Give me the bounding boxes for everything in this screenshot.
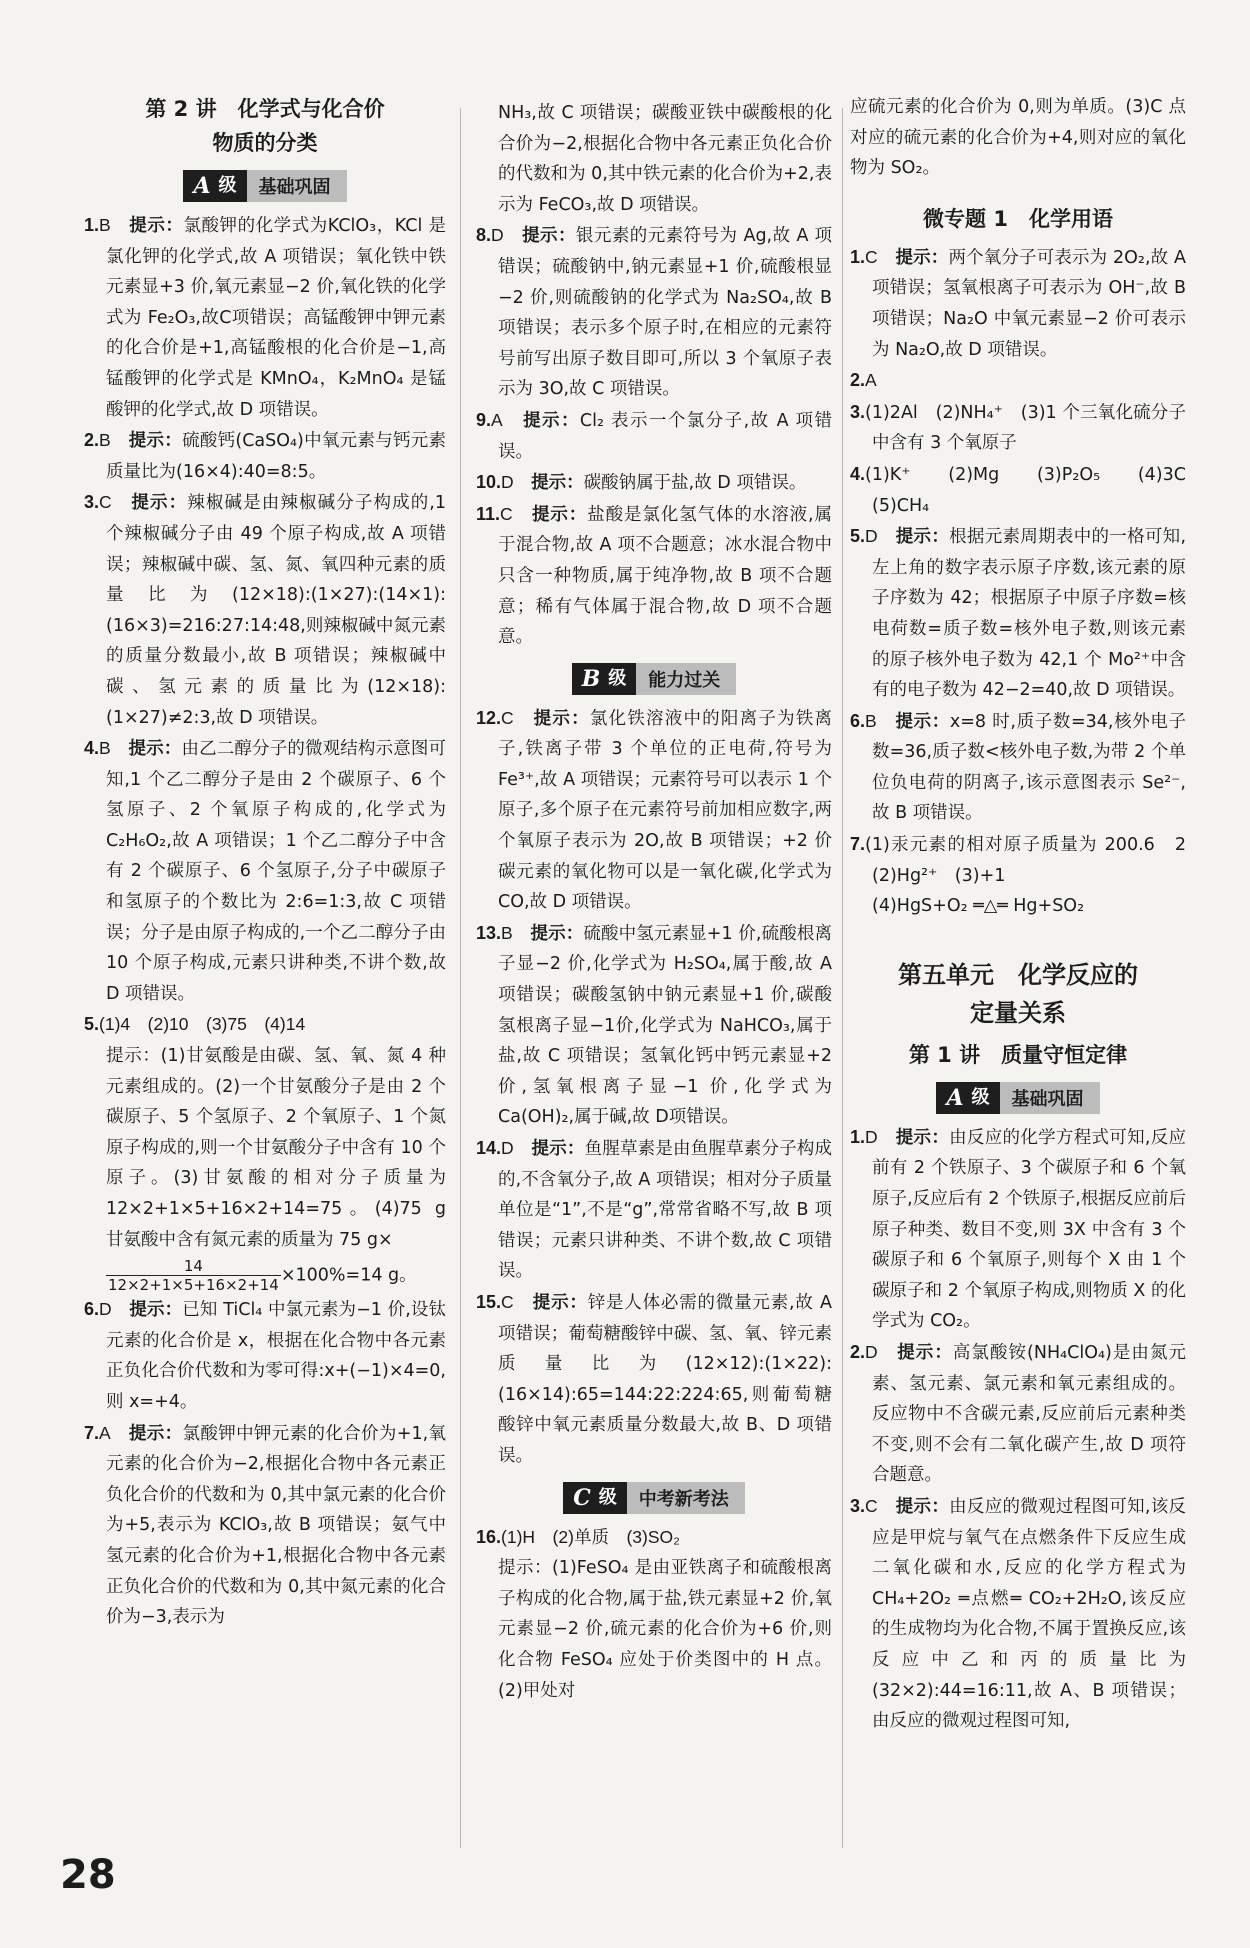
fraction-line bbox=[106, 1257, 446, 1294]
item-answer: (1)4 (2)10 (3)75 (4)14 bbox=[99, 1014, 306, 1035]
item-answer: C bbox=[501, 1291, 514, 1312]
item-number: 5. bbox=[850, 526, 866, 547]
item-text: 高氯酸铵(NH₄ClO₄)是由氮元素、氢元素、氯元素和氧元素组成的。反应物中不含碳元素,反应前后元素种类不变,则不会有二氧化碳产生,故 D 项符合题意。 bbox=[872, 1343, 1187, 1486]
level-suffix: 级 bbox=[972, 1082, 1000, 1114]
level-letter: A bbox=[183, 170, 218, 202]
lecture-title-line2: 物质的分类 bbox=[212, 131, 318, 155]
item-text: 根据元素周期表中的一格可知,左上角的数字表示原子序数,该元素的原子序数为 42；根据原子中原子序数=核电荷数=质子数=核外电子数,则该元素的原子核外电子数为 42,1 个 Mo²⁺中含有的电子数为 42−2=40,故 D 项错误。 bbox=[872, 527, 1187, 701]
item-answer: B bbox=[99, 430, 111, 451]
item-number: 12. bbox=[476, 707, 502, 728]
answer-item bbox=[850, 459, 1204, 521]
level-name: 基础巩固 bbox=[258, 177, 331, 198]
answer-item bbox=[850, 1337, 1186, 1491]
item-answer: C bbox=[865, 1495, 878, 1516]
fraction bbox=[106, 1257, 281, 1294]
column-divider-2 bbox=[842, 108, 843, 1848]
item-text: 辣椒碱是由辣椒碱分子构成的,1 个辣椒碱分子由 49 个原子构成,故 A 项错误；辣椒碱中碳、氢、氮、氧四种元素的质量比为(12×18):(1×27):(14×1):(16×3)=216:27:14:48,则辣椒碱中氮元素的质量分数最小,故 B 项错误；辣椒碱中碳、氢元素的质量比为(12×18):(1×27)≠2:3,故 D 项错误。 bbox=[106, 493, 447, 728]
item-number: 16. bbox=[476, 1526, 502, 1547]
item-number: 4. bbox=[84, 738, 100, 759]
hint-label: 提示： bbox=[533, 708, 590, 729]
item-text: (1)FeSO₄ 是由亚铁离子和硫酸根离子构成的化合物,属于盐,铁元素显+2 价,氧元素显−2 价,硫元素的化合价为+6 价,则化合物 FeSO₄ 应处于价类图中的 H 点。(2)甲处对 bbox=[498, 1558, 833, 1701]
item-number: 2. bbox=[850, 370, 866, 391]
answer-item bbox=[476, 703, 832, 918]
column-1 bbox=[84, 92, 446, 1633]
item-number: 9. bbox=[476, 409, 492, 430]
level-name: 能力过关 bbox=[648, 669, 721, 691]
item-answer: B bbox=[865, 710, 877, 731]
fraction-denominator: 12×2+1×5+16×2+14 bbox=[108, 1276, 279, 1295]
unit-title-line1: 第五单元 化学反应的 bbox=[898, 960, 1138, 989]
answer-item bbox=[476, 220, 832, 405]
answer-item bbox=[84, 1009, 446, 1041]
hint-label: 提示： bbox=[128, 431, 183, 452]
hint-label: 提示： bbox=[895, 247, 949, 268]
answer-item bbox=[84, 487, 446, 733]
level-suffix: 级 bbox=[599, 1482, 627, 1514]
item-number: 10. bbox=[476, 472, 502, 493]
answer-item bbox=[850, 829, 1204, 891]
page-number: 28 bbox=[60, 1852, 116, 1898]
item-answer: C bbox=[99, 492, 112, 513]
hint-label: 提示： bbox=[895, 1496, 950, 1517]
item-text: 两个氧分子可表示为 2O₂,故 A 项错误；氢氧根离子可表示为 OH⁻,故 B 项错误；Na₂O 中氧元素显−2 价可表示为 Na₂O,故 D 项错误。 bbox=[872, 247, 1187, 360]
answer-item bbox=[850, 1122, 1186, 1337]
item-answer: C bbox=[501, 707, 514, 728]
item-number: 3. bbox=[84, 492, 100, 513]
item-text: 氯酸钾的化学式为KClO₃，KCl 是氯化钾的化学式,故 A 项错误；氧化铁中铁元素显+3 价,氧元素显−2 价,氧化铁的化学式为 Fe₂O₃,故C项错误；高锰酸钾中钾元素的化合价是+1,高锰酸根的化合价是−1,高锰酸钾的化学式是 KMnO₄，K₂MnO₄ 是锰酸钾的化学式,故 D 项错误。 bbox=[106, 216, 446, 420]
hint-label: 提示： bbox=[530, 923, 584, 944]
item-text: 氯化铁溶液中的阳离子为铁离子,铁离子带 3 个单位的正电荷,符号为 Fe³⁺,故 A 项错误；元素符号可以表示 1 个原子,多个原子在元素符号前加相应数字,两个氧原子表示为 2O,故 B 项错误；+2 价碳元素的氧化物可以是一氧化碳,化学式为 CO,故 D 项错误。 bbox=[498, 708, 833, 913]
answer-item bbox=[84, 210, 446, 425]
item-answer: D bbox=[865, 1342, 878, 1362]
item-number: 6. bbox=[850, 710, 866, 731]
item-number: 1. bbox=[850, 1126, 866, 1147]
answer-item bbox=[476, 405, 832, 467]
hint-label: 提示： bbox=[128, 739, 182, 760]
item-number: 3. bbox=[850, 1495, 866, 1516]
topic-title: 微专题 1 化学用语 bbox=[923, 206, 1113, 231]
answer-item bbox=[84, 1294, 446, 1417]
answer-item bbox=[850, 242, 1186, 365]
answer-item bbox=[84, 425, 446, 487]
level-letter: A bbox=[936, 1082, 971, 1114]
item-number: 7. bbox=[850, 834, 866, 855]
lecture-title-line1: 第 2 讲 化学式与化合价 bbox=[145, 97, 385, 121]
item-text: 碳酸钠属于盐,故 D 项错误。 bbox=[583, 473, 807, 494]
item-number: 8. bbox=[476, 225, 492, 246]
item-text: (1)甘氨酸是由碳、氢、氧、氮 4 种元素组成的。(2)一个甘氨酸分子是由 2 个碳原子、5 个氢原子、2 个氧原子、1 个氮原子构成的,则一个甘氨酸分子中含有 10 个原子。(3)甘氨酸的相对分子质量为 12×2+1×5+16×2+14=75。(4)75 g 甘氨酸中含有氮元素的质量为 75 g× bbox=[106, 1046, 446, 1250]
fraction-tail: ×100%=14 g。 bbox=[280, 1265, 417, 1286]
answer-continuation: 应硫元素的化合价为 0,则为单质。(3)C 点对应的硫元素的化合价为+4,则对应的氧化物为 SO₂。 bbox=[850, 97, 1186, 179]
item-text: 硫酸钙(CaSO₄)中氧元素与钙元素质量比为(16×4):40=8:5。 bbox=[106, 431, 447, 482]
level-name: 中考新考法 bbox=[638, 1488, 729, 1510]
item-number: 14. bbox=[476, 1138, 502, 1158]
hint-label: 提示： bbox=[531, 504, 588, 525]
level-b-banner bbox=[476, 663, 832, 695]
answer-hint bbox=[106, 1041, 446, 1255]
item-answer: C bbox=[500, 503, 513, 524]
item-text: 盐酸是氯化氢气体的水溶液,属于混合物,故 A 项不合题意；冰水混合物中只含一种物质,属于纯净物,故 B 项不合题意；稀有气体属于混合物,故 D 项不合题意。 bbox=[498, 504, 833, 648]
answer-item bbox=[84, 733, 446, 1009]
fraction-numerator: 14 bbox=[106, 1257, 281, 1276]
item-answer: B bbox=[99, 738, 111, 759]
item-number: 1. bbox=[850, 246, 866, 267]
hint-label: 提示： bbox=[106, 1046, 161, 1067]
item-answer: D bbox=[865, 526, 878, 547]
item-text: 硫酸中氢元素显+1 价,硫酸根离子显−2 价,化学式为 H₂SO₄,属于酸,故 A 项错误；碳酸氢钠中钠元素显+1 价,碳酸氢根离子显−1价,化学式为 NaHCO₃,属于盐,故 C 项错误；氢氧化钙中钙元素显+2 价,氢氧根离子显−1 价,化学式为 Ca(OH)₂,属于碱,故 D项错误。 bbox=[498, 923, 833, 1128]
hint-label: 提示： bbox=[128, 1423, 183, 1444]
item-answer: D bbox=[865, 1126, 878, 1147]
lecture-title bbox=[84, 92, 446, 160]
item-text: (1)2Al (2)NH₄⁺ (3)1 个三氧化硫分子中含有 3 个氧原子 bbox=[865, 402, 1186, 454]
item-text: 由反应的化学方程式可知,反应前有 2 个铁原子、3 个碳原子和 6 个氧原子,反应后有 2 个铁原子,根据反应前后原子种类、数目不变,则 3X 中含有 3 个碳原子和 6 个氧原子,则每个 X 由 1 个碳原子和 2 个氧原子构成,则物质 X 的化学式为 CO₂。 bbox=[872, 1127, 1187, 1332]
level-letter: B bbox=[572, 663, 609, 695]
lecture-title: 第 1 讲 质量守恒定律 bbox=[908, 1042, 1128, 1067]
item-answer: A bbox=[865, 370, 877, 391]
answer-item bbox=[850, 365, 1186, 397]
answer-item bbox=[476, 499, 832, 653]
item-text: 银元素的元素符号为 Ag,故 A 项错误；硫酸钠中,钠元素显+1 价,硫酸根显−2 价,则硫酸钠的化学式为 Na₂SO₄,故 B 项错误；表示多个原子时,在相应的元素符号前写出原子数目即可,所以 3 个氧原子表示为 3O,故 C 项错误。 bbox=[498, 226, 833, 400]
item-number: 11. bbox=[476, 503, 501, 524]
level-a-banner bbox=[84, 170, 446, 202]
column-divider-1 bbox=[460, 108, 461, 1848]
answer-item bbox=[476, 918, 832, 1133]
unit-title bbox=[850, 956, 1186, 1032]
answer-item bbox=[850, 397, 1186, 459]
answer-item bbox=[476, 1133, 832, 1287]
level-letter: C bbox=[563, 1482, 599, 1514]
item-text: x=8 时,质子数=34,核外电子数=36,质子数<核外电子数,为带 2 个单位负电荷的阴离子,该示意图表示 Se²⁻,故 B 项错误。 bbox=[872, 711, 1187, 824]
item-number: 2. bbox=[850, 1342, 866, 1362]
hint-label: 提示： bbox=[498, 1558, 552, 1579]
item-answer: D bbox=[501, 472, 514, 493]
hint-label: 提示： bbox=[531, 1139, 585, 1159]
item-number: 6. bbox=[84, 1299, 100, 1320]
hint-label: 提示： bbox=[532, 1292, 588, 1313]
hint-label: 提示： bbox=[897, 1343, 953, 1363]
item-number: 13. bbox=[476, 922, 502, 943]
level-c-banner bbox=[476, 1482, 832, 1514]
answer-item bbox=[476, 1522, 832, 1554]
item-text: 氯酸钾中钾元素的化合价为+1,氧元素的化合价为−2,根据化合物中各元素正负化合价的代数和为 0,其中氯元素的化合价为+5,表示为 KClO₃,故 B 项错误；氨气中氢元素的化合价为+1,根据化合物中各元素正负化合价的代数和为 0,其中氮元素的化合价为−3,表示为 bbox=[106, 1423, 447, 1628]
answer-item bbox=[850, 1491, 1186, 1737]
item-answer: D bbox=[501, 1138, 514, 1158]
item-number: 15. bbox=[476, 1291, 502, 1312]
item-text: 由反应的微观过程图可知,该反应是甲烷与氧气在点燃条件下反应生成二氧化碳和水,反应的化学方程式为 CH₄+2O₂ ═点燃═ CO₂+2H₂O,该反应的生成物均为化合物,不属于置换反应,该反应中乙和丙的质量比为(32×2):44=16:11,故 A、B 项错误；由反应的微观过程图可知, bbox=[872, 1496, 1187, 1732]
item-number: 7. bbox=[84, 1422, 100, 1443]
item-answer: B bbox=[501, 922, 513, 943]
level-suffix: 级 bbox=[608, 663, 636, 695]
answer-hint bbox=[498, 1553, 832, 1706]
hint-label: 提示： bbox=[129, 1300, 183, 1321]
item-text: (1)汞元素的相对原子质量为 200.6 2 (2)Hg²⁺ (3)+1 bbox=[865, 835, 1204, 886]
item-answer: A bbox=[491, 409, 503, 430]
item-answer: A bbox=[99, 1422, 111, 1443]
hint-label: 提示： bbox=[131, 493, 188, 514]
answer-item bbox=[476, 1287, 832, 1472]
hint-label: 提示： bbox=[129, 216, 184, 236]
hint-label: 提示： bbox=[895, 1127, 950, 1148]
hint-label: 提示： bbox=[895, 711, 950, 732]
hint-label: 提示： bbox=[522, 226, 576, 247]
hint-label: 提示： bbox=[531, 473, 584, 494]
answer-item bbox=[476, 467, 832, 499]
column-2 bbox=[476, 92, 832, 1706]
item-text: Cl₂ 表示一个氯分子,故 A 项错误。 bbox=[498, 410, 832, 462]
item-answer: D bbox=[491, 225, 504, 246]
item-text: (1)K⁺ (2)Mg (3)P₂O₅ (4)3C (5)CH₄ bbox=[865, 464, 1204, 516]
level-name: 基础巩固 bbox=[1011, 1088, 1084, 1110]
item-answer: D bbox=[99, 1299, 112, 1320]
answer-continuation: NH₃,故 C 项错误；碳酸亚铁中碳酸根的化合价为−2,根据化合物中各元素正负化合价的代数和为 0,其中铁元素的化合价为+2,表示为 FeCO₃,故 D 项错误。 bbox=[498, 103, 832, 215]
level-suffix: 级 bbox=[219, 170, 247, 202]
item-answer: C bbox=[865, 246, 878, 267]
answer-item bbox=[850, 706, 1186, 829]
item-number: 1. bbox=[84, 215, 100, 235]
level-a-banner bbox=[850, 1082, 1186, 1114]
hint-label: 提示： bbox=[523, 410, 580, 431]
item-answer: B bbox=[99, 215, 111, 235]
item-text: 鱼腥草素是由鱼腥草素分子构成的,不含氧分子,故 A 项错误；相对分子质量单位是“1”,不是“g”,常常省略不写,故 B 项错误；元素只讲种类、不讲个数,故 C 项错误。 bbox=[498, 1139, 833, 1282]
item-number: 4. bbox=[850, 463, 866, 484]
item-answer: (1)H (2)单质 (3)SO₂ bbox=[501, 1526, 680, 1547]
item-number: 3. bbox=[850, 401, 866, 422]
item-number: 5. bbox=[84, 1014, 100, 1035]
item-text: 已知 TiCl₄ 中氯元素为−1 价,设钛元素的化合价是 x，根据在化合物中各元素正负化合价代数和为零可得:x+(−1)×4=0,则 x=+4。 bbox=[106, 1300, 447, 1412]
answer-item bbox=[850, 521, 1186, 706]
answer-item bbox=[84, 1418, 446, 1633]
hint-label: 提示： bbox=[895, 527, 950, 548]
item-number: 2. bbox=[84, 430, 100, 451]
column-3 bbox=[850, 92, 1204, 1737]
item-text: 锌是人体必需的微量元素,故 A 项错误；葡萄糖酸锌中碳、氢、氧、锌元素质量比为(12×12):(1×22):(16×14):65=144:22:224:65,则葡萄糖酸锌中氧元素质量分数最大,故 B、D 项错误。 bbox=[498, 1292, 832, 1466]
unit-title-line2: 定量关系 bbox=[970, 998, 1066, 1027]
item-text: 由乙二醇分子的微观结构示意图可知,1 个乙二醇分子是由 2 个碳原子、6 个氢原子、2 个氧原子构成的,化学式为 C₂H₆O₂,故 A 项错误；1 个乙二醇分子中含有 2 个碳原子、6 个氢原子,分子中碳原子和氢原子的个数比为 2:6=1:3,故 C 项错误；分子是由原子构成的,一个乙二醇分子由 10 个原子构成,元素只讲种类,不讲个数,故 D 项错误。 bbox=[106, 739, 447, 1004]
chemical-equation: (4)HgS+O₂ ═△═ Hg+SO₂ bbox=[872, 896, 1085, 917]
